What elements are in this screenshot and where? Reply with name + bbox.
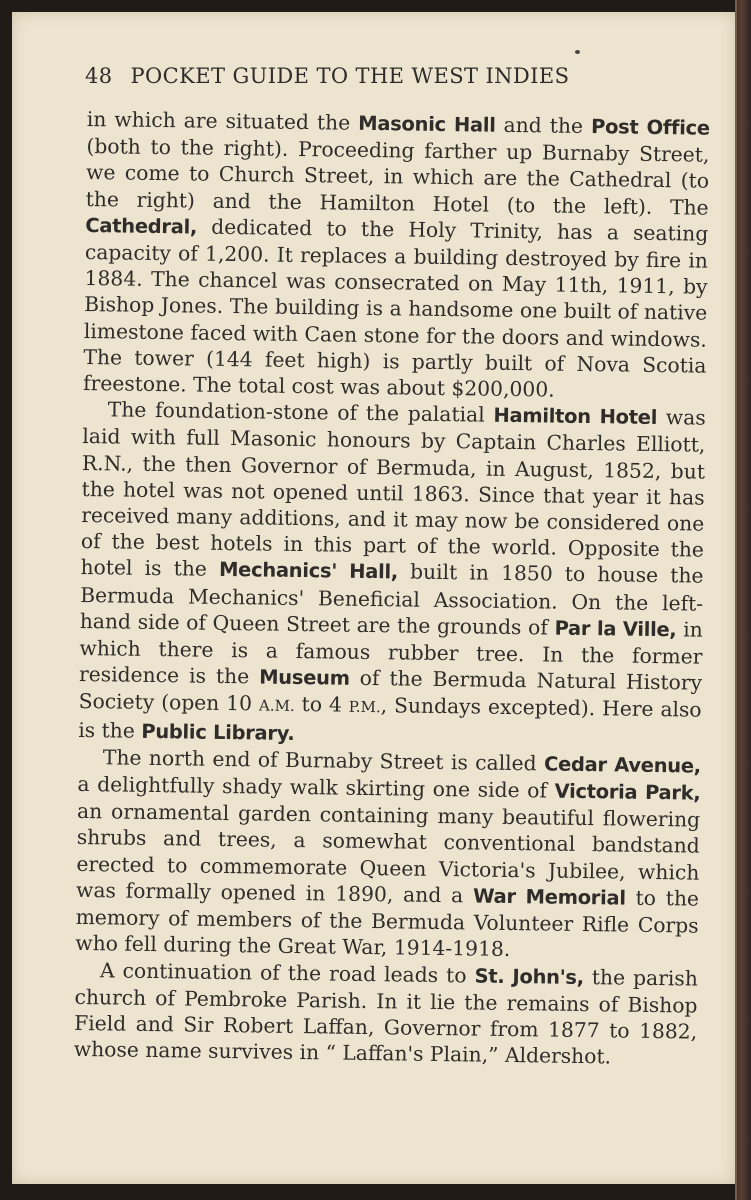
text-run: the parish church of Pembroke Parish. In it lie the remains of Bishop Field and Sir Robert Laffan, Governor from 1877 to 1882, whose name survives in “ Laffan's Plain,” Aldershot. bbox=[73, 964, 699, 1069]
bold-term: St. John's, bbox=[474, 963, 584, 989]
bold-term: Masonic Hall bbox=[358, 111, 496, 137]
text-run: A continuation of the road leads to bbox=[99, 957, 475, 987]
text-run: and the bbox=[495, 112, 592, 139]
small-caps-text: A.M. bbox=[258, 696, 295, 716]
text-run: to the memory of members of the Bermuda Volunteer Rifle Corps who fell during the Great War, 1914-1918. bbox=[75, 885, 700, 962]
text-run: The foundation-stone of the palatial bbox=[107, 397, 494, 427]
spine-edge bbox=[735, 0, 737, 1200]
bold-term: Par la Ville, bbox=[554, 616, 677, 642]
paragraph bbox=[78, 396, 706, 752]
bold-term: Hamilton Hotel bbox=[493, 403, 658, 430]
book-spine bbox=[735, 0, 751, 1200]
bold-term: War Memorial bbox=[472, 884, 626, 910]
bold-term: Cathedral, bbox=[85, 213, 198, 239]
text-run: an ornamental garden containing many beautiful flowering shrubs and trees, a somewhat conventional bandstand erected to commemorate Queen Victoria's Jubilee, which was formally opened in 1890, and a bbox=[75, 799, 701, 908]
small-caps-text: P.M. bbox=[348, 698, 381, 717]
bold-term: Victoria Park, bbox=[554, 779, 701, 805]
text-run: The north end of Burnaby Street is called bbox=[102, 745, 545, 776]
paragraph bbox=[74, 956, 698, 1071]
text-run: dedicated to the Holy Trinity, has a seating capacity of 1,200. It replaces a building destroyed by fire in 1884. The chancel was consecrated on May 11th, 1911, by Bishop Jones. The building is a handsome one built of native limestone faced with Caen stone for the doors and windows. The tower (144 feet high) is partly built of Nova Scotia freestone. The total cost was about $200,000. bbox=[82, 214, 709, 402]
text-run: a delightfully shady walk skirting one side of bbox=[77, 772, 555, 803]
bold-term: Cedar Avenue, bbox=[543, 752, 702, 778]
text-run: built in 1850 to house the Bermuda Mechanics' Beneficial Association. On the left-hand side of Queen Street are the grounds of bbox=[79, 559, 704, 640]
bold-term: Museum bbox=[259, 665, 350, 690]
bold-term: Public Library. bbox=[141, 719, 295, 745]
text-run: of the Bermuda Natural History Society (open 10 bbox=[78, 665, 703, 716]
text-run: , Sundays excepted). Here also is the bbox=[78, 693, 702, 743]
text-run: to 4 bbox=[294, 692, 349, 718]
bold-term: Mechanics' Hall, bbox=[218, 558, 399, 584]
running-head bbox=[85, 64, 665, 88]
bold-term: Post Office bbox=[590, 115, 710, 140]
book-page bbox=[12, 12, 735, 1184]
ink-speck bbox=[575, 50, 580, 54]
paragraph bbox=[83, 106, 710, 405]
text-run: in which there is a famous rubber tree. In the former residence is the bbox=[78, 617, 703, 689]
body-text bbox=[74, 106, 710, 1071]
book-title: POCKET GUIDE TO THE WEST INDIES bbox=[130, 64, 570, 88]
text-run: in which are situated the bbox=[86, 106, 359, 135]
text-run: (both to the right). Proceeding farther up Burnaby Street, we come to Church Street, in which are the Cathedral (to the right) and the Hamilton Hotel (to the left). The bbox=[85, 134, 710, 220]
page-number: 48 bbox=[85, 64, 113, 88]
paragraph bbox=[75, 744, 701, 965]
text-run: was laid with full Masonic honours by Captain Charles Elliott, R.N., the then Governor of Bermuda, in August, 1852, but the hotel was not opened until 1863. Since that year it has received many additions, and it may now be considered one of the best hotels in this part of the world. Opposite the hotel is the bbox=[80, 405, 706, 582]
